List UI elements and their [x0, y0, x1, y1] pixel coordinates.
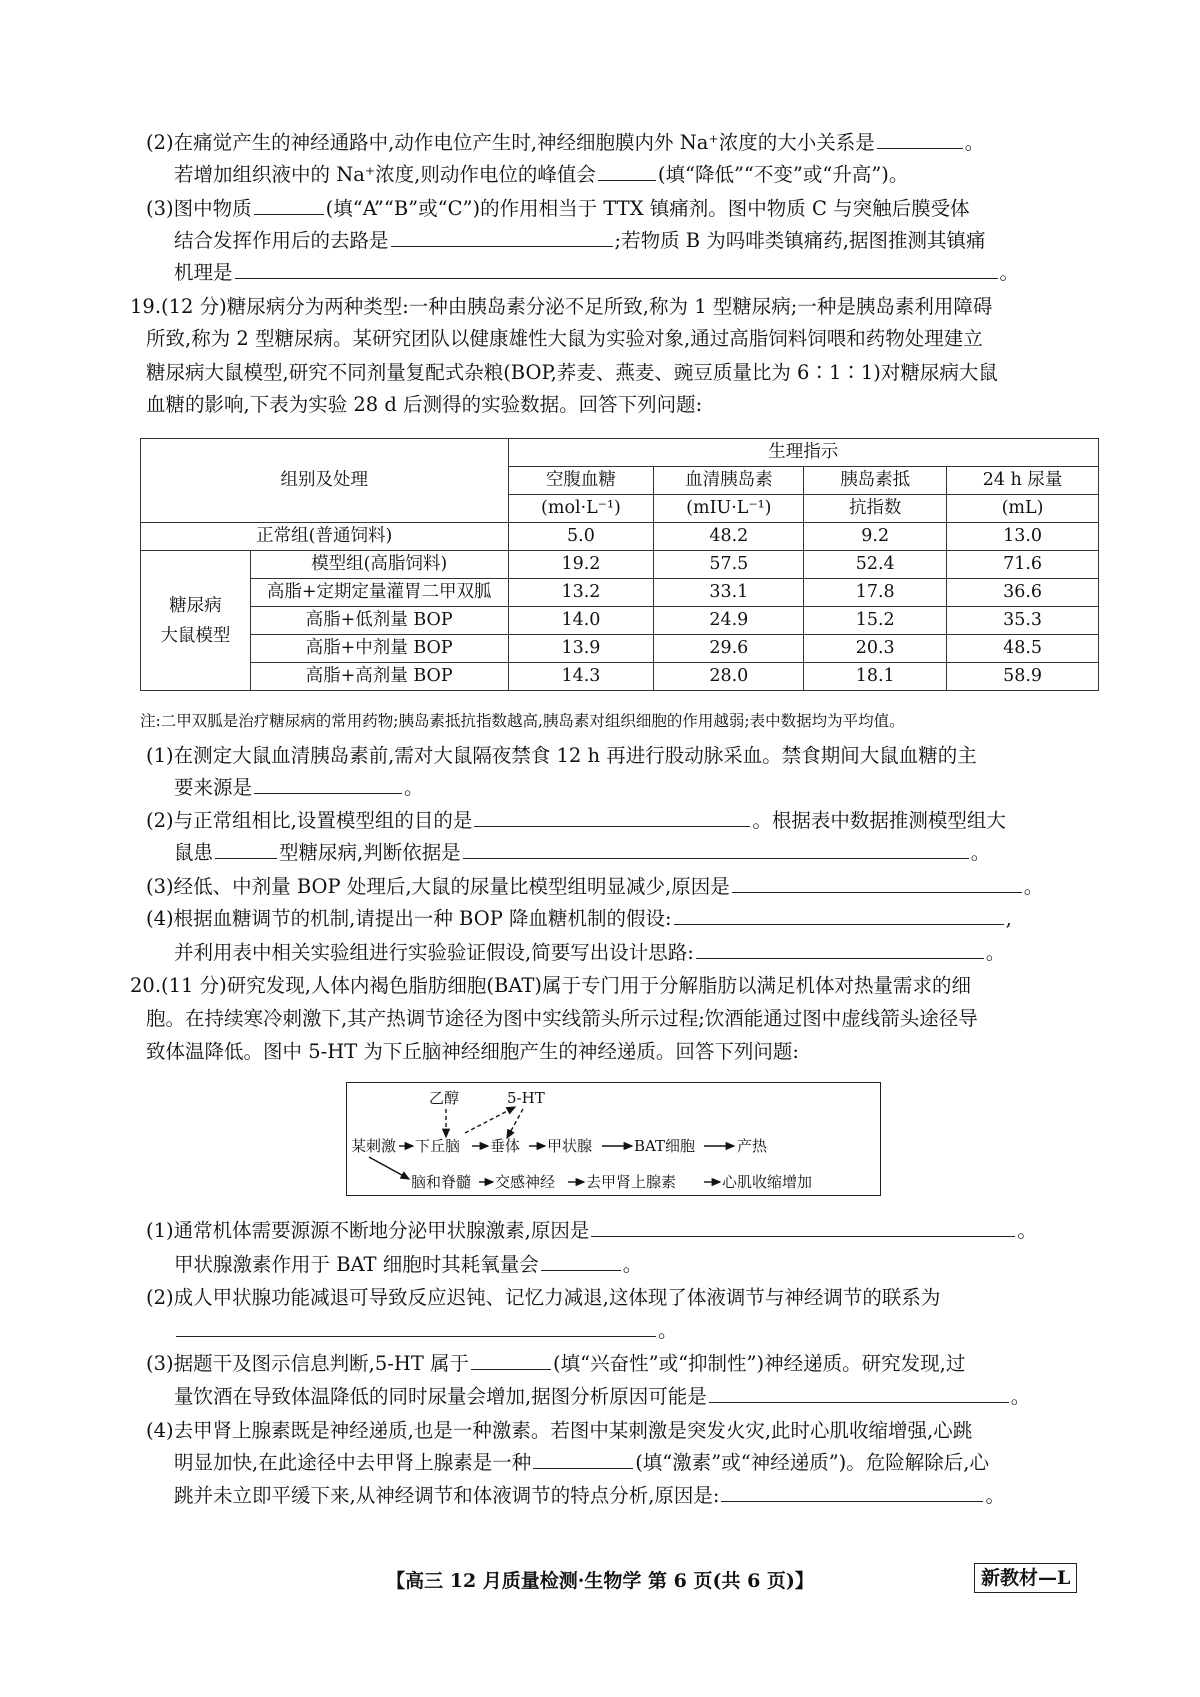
q20-intro-line1: 20.(11 分)研究发现,人体内褐色脂肪细胞(BAT)属于专门用于分解脂肪以满足机体对热量需求的细: [130, 974, 972, 997]
table-header-row: [141, 439, 1099, 467]
q20-part1-line1: (1)通常机体需要源源不断地分泌甲状腺激素,原因是 。: [146, 1216, 1037, 1246]
q20-intro-line3: 致体温降低。图中 5-HT 为下丘脑神经细胞产生的神经递质。回答下列问题:: [146, 1040, 799, 1063]
table-cell: 13.9: [508, 635, 654, 663]
answer-blank[interactable]: [591, 1216, 1015, 1237]
node-hypothalamus: 下丘脑: [415, 1137, 461, 1155]
q20-part4-line2: 明显加快,在此途径中去甲肾上腺素是一种 (填“激素”或“神经递质”)。危险解除后,心: [174, 1448, 989, 1478]
q19-part4-line1: (4)根据血糖调节的机制,请提出一种 BOP 降血糖机制的假设: ,: [146, 904, 1012, 934]
q19-part2-line1: (2)与正常组相比,设置模型组的目的是 。根据表中数据推测模型组大: [146, 806, 1006, 836]
table-cell: 35.3: [947, 607, 1099, 635]
label-ethanol: 乙醇: [429, 1089, 460, 1107]
table-note: 注:二甲双胍是治疗糖尿病的常用药物;胰岛素抵抗指数越高,胰岛素对组织细胞的作用越弱;表中数据均为平均值。: [140, 712, 905, 730]
q19-part2-line2: 鼠患 型糖尿病,判断依据是 。: [174, 838, 990, 868]
answer-blank[interactable]: [176, 1316, 656, 1337]
node-thyroid: 甲状腺: [547, 1137, 593, 1155]
q20-part2-line1: (2)成人甲状腺功能减退可导致反应迟钝、记忆力减退,这体现了体液调节与神经调节的联系为: [146, 1286, 941, 1309]
group-header: 组别及处理: [141, 439, 509, 523]
col-unit: 抗指数: [804, 495, 947, 523]
row-label: 高脂+中剂量 BOP: [250, 635, 508, 663]
answer-blank[interactable]: [254, 194, 324, 215]
row-label: 高脂+低剂量 BOP: [250, 607, 508, 635]
answer-blank[interactable]: [254, 773, 402, 794]
table-cell: 57.5: [654, 551, 804, 579]
answer-blank[interactable]: [215, 838, 277, 859]
answer-blank[interactable]: [598, 160, 656, 181]
table-cell: 17.8: [804, 579, 947, 607]
answer-blank[interactable]: [541, 1250, 621, 1271]
answer-blank[interactable]: [533, 1448, 633, 1469]
table-cell: 48.2: [654, 523, 804, 551]
table-cell: 20.3: [804, 635, 947, 663]
q20-intro-line2: 胞。在持续寒冷刺激下,其产热调节途径为图中实线箭头所示过程;饮酒能通过图中虚线箭头途径导: [146, 1007, 978, 1030]
table-cell: 14.3: [508, 663, 654, 691]
node-sympathetic: 交感神经: [495, 1173, 556, 1191]
col-unit: (mIU·L⁻¹): [654, 495, 804, 523]
q19-part4-line2: 并利用表中相关实验组进行实验验证假设,简要写出设计思路: 。: [174, 938, 1005, 968]
node-cardiac: 心肌收缩增加: [722, 1173, 813, 1191]
table-row: [141, 635, 1099, 663]
q20-part4-line1: (4)去甲肾上腺素既是神经递质,也是一种激素。若图中某刺激是突发火灾,此时心肌收缩增强,心跳: [146, 1419, 973, 1442]
row-label: 高脂+高剂量 BOP: [250, 663, 508, 691]
page-footer: 【高三 12 月质量检测·生物学 第 6 页(共 6 页)】: [386, 1570, 814, 1592]
answer-blank[interactable]: [696, 938, 984, 959]
q18-part2-line2: 若增加组织液中的 Na⁺浓度,则动作电位的峰值会 (填“降低”“不变”或“升高”)。: [174, 160, 908, 190]
table-cell: 5.0: [508, 523, 654, 551]
answer-blank[interactable]: [235, 258, 998, 279]
table-cell: 36.6: [947, 579, 1099, 607]
table-cell: 48.5: [947, 635, 1099, 663]
model-group-label: 糖尿病 大鼠模型: [141, 551, 251, 691]
table-cell: 29.6: [654, 635, 804, 663]
col-header: 空腹血糖: [508, 467, 654, 495]
col-header: 24 h 尿量: [947, 467, 1099, 495]
physiology-header: 生理指示: [508, 439, 1099, 467]
label-5ht: 5-HT: [507, 1089, 545, 1107]
table-cell: 52.4: [804, 551, 947, 579]
table-cell: 33.1: [654, 579, 804, 607]
answer-blank[interactable]: [721, 1481, 983, 1502]
table-cell: 71.6: [947, 551, 1099, 579]
col-unit: (mol·L⁻¹): [508, 495, 654, 523]
table-row-normal: [141, 523, 1099, 551]
table-row: [141, 607, 1099, 635]
table-row: [141, 579, 1099, 607]
table-cell: 18.1: [804, 663, 947, 691]
table-cell: 13.2: [508, 579, 654, 607]
node-norepinephrine: 去甲肾上腺素: [586, 1173, 677, 1191]
q18-part3-line1: (3)图中物质 (填“A”“B”或“C”)的作用相当于 TTX 镇痛剂。图中物质 C 与突触后膜受体: [146, 194, 970, 224]
node-heat: 产热: [737, 1137, 768, 1155]
answer-blank[interactable]: [674, 904, 1004, 925]
experiment-data-table: [140, 438, 1099, 691]
q20-part1-line2: 甲状腺激素作用于 BAT 细胞时其耗氧量会 。: [174, 1250, 642, 1280]
q19-intro-line4: 血糖的影响,下表为实验 28 d 后测得的实验数据。回答下列问题:: [146, 393, 703, 416]
node-pituitary: 垂体: [490, 1137, 521, 1155]
node-brain-spinal-cord: 脑和脊髓: [411, 1173, 472, 1191]
q19-part1-line2: 要来源是 。: [174, 773, 424, 803]
edition-tag: 新教材—L: [974, 1563, 1077, 1593]
table-cell: 19.2: [508, 551, 654, 579]
q19-intro-line2: 所致,称为 2 型糖尿病。某研究团队以健康雄性大鼠为实验对象,通过高脂饲料饲喂和药物处理建立: [146, 327, 983, 350]
table-cell: 14.0: [508, 607, 654, 635]
col-header: 血清胰岛素: [654, 467, 804, 495]
q19-intro-line3: 糖尿病大鼠模型,研究不同剂量复配式杂粮(BOP,荞麦、燕麦、豌豆质量比为 6∶1∶1)对糖尿病大鼠: [146, 361, 998, 384]
node-bat-cell: BAT细胞: [634, 1137, 696, 1155]
row-label: 模型组(高脂饲料): [250, 551, 508, 579]
table-cell: 28.0: [654, 663, 804, 691]
q18-part3-line2: 结合发挥作用后的去路是 ;若物质 B 为吗啡类镇痛药,据图推测其镇痛: [174, 226, 986, 256]
row-label: 正常组(普通饲料): [141, 523, 509, 551]
table-cell: 58.9: [947, 663, 1099, 691]
q19-part1-line1: (1)在测定大鼠血清胰岛素前,需对大鼠隔夜禁食 12 h 再进行股动脉采血。禁食期间大鼠血糖的主: [146, 744, 977, 767]
col-header: 胰岛素抵: [804, 467, 947, 495]
table-row: [141, 663, 1099, 691]
q20-part3-line1: (3)据题干及图示信息判断,5-HT 属于 (填“兴奋性”或“抑制性”)神经递质。研究发现,过: [146, 1349, 965, 1379]
q20-part2-line2: 。: [174, 1316, 678, 1346]
q19-part3: (3)经低、中剂量 BOP 处理后,大鼠的尿量比模型组明显减少,原因是 。: [146, 872, 1043, 902]
answer-blank[interactable]: [463, 838, 969, 859]
q18-part2-line1: (2)在痛觉产生的神经通路中,动作电位产生时,神经细胞膜内外 Na⁺浓度的大小关系是 。: [146, 128, 984, 158]
answer-blank[interactable]: [877, 128, 963, 149]
node-stimulus: 某刺激: [351, 1137, 397, 1155]
q20-part3-line2: 量饮酒在导致体温降低的同时尿量会增加,据图分析原因可能是 。: [174, 1382, 1030, 1412]
answer-blank[interactable]: [709, 1382, 1009, 1403]
row-label: 高脂+定期定量灌胃二甲双胍: [250, 579, 508, 607]
answer-blank[interactable]: [391, 226, 613, 247]
table-cell: 15.2: [804, 607, 947, 635]
answer-blank[interactable]: [471, 1349, 551, 1370]
q20-part4-line3: 跳并未立即平缓下来,从神经调节和体液调节的特点分析,原因是: 。: [174, 1481, 1005, 1511]
col-unit: (mL): [947, 495, 1099, 523]
regulation-pathway-diagram: [346, 1082, 881, 1196]
table-row: [141, 551, 1099, 579]
q18-part3-line3: 机理是 。: [174, 258, 1019, 288]
answer-blank[interactable]: [732, 872, 1022, 893]
answer-blank[interactable]: [474, 806, 750, 827]
table-cell: 9.2: [804, 523, 947, 551]
q19-intro-line1: 19.(12 分)糖尿病分为两种类型:一种由胰岛素分泌不足所致,称为 1 型糖尿病;一种是胰岛素利用障碍: [130, 295, 993, 318]
table-cell: 24.9: [654, 607, 804, 635]
table-cell: 13.0: [947, 523, 1099, 551]
